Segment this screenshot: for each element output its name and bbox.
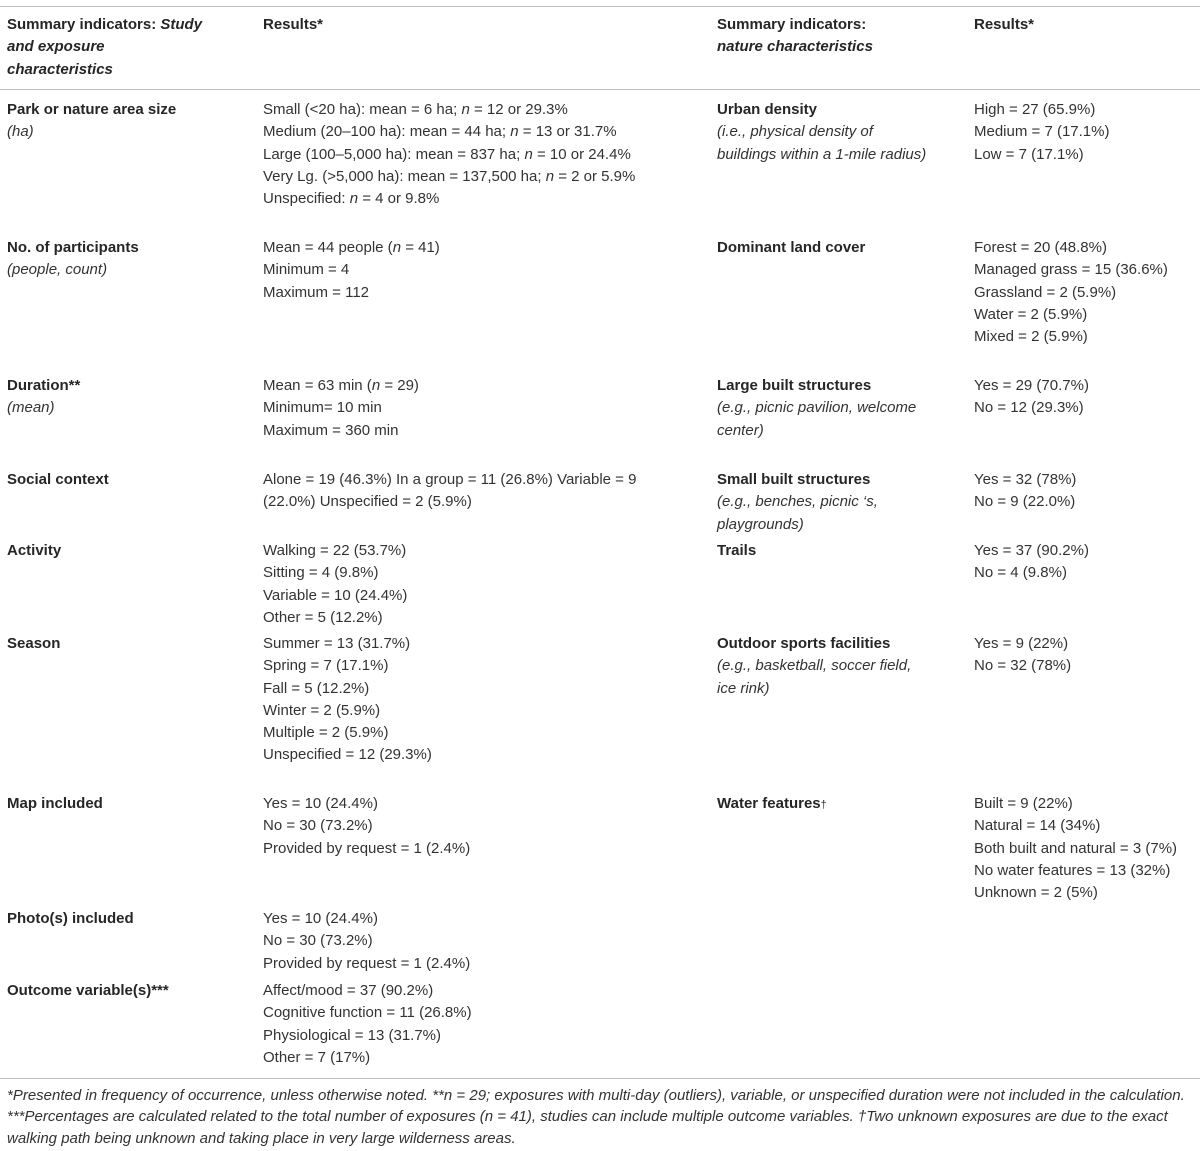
result-line: Cognitive function = 11 (26.8%) [263, 1004, 472, 1022]
result-line: Walking = 22 (53.7%) [263, 542, 407, 559]
result-line: Yes = 37 (90.2%) [974, 542, 1089, 559]
table-footnote: *Presented in frequency of occurrence, unless otherwise noted. **n = 29; exposures with multi-day (outliers), variable, or unspecified duration were not included in the calculation. ***Percentages are calculated related to the total number of exposures (n = 41), studies can include multiple outcome variables. †Two unknown exposures are due to the exact walking path being unknown and taking place in very large wilderness areas. [7, 1087, 1185, 1147]
result-line: Yes = 32 (78%) [974, 471, 1077, 488]
result-line: Affect/mood = 37 (90.2%) [263, 982, 434, 999]
result-line: Both built and natural = 3 (7%) [974, 839, 1178, 857]
result-line: Unspecified: n = 4 or 9.8% [263, 190, 440, 208]
row-land-cover-label: Dominant land cover [717, 239, 866, 256]
result-line: Variable = 10 (24.4%) [263, 586, 408, 604]
result-line: Yes = 10 (24.4%) [263, 795, 378, 812]
header-left-label-part2-c: characteristics [7, 60, 113, 78]
row-large-built-label [717, 375, 916, 442]
row-water-features-label [717, 793, 827, 816]
row-trails-results [974, 540, 1089, 585]
result-line: Sitting = 4 (9.8%) [263, 564, 379, 582]
row-participants-results [263, 237, 440, 304]
result-line: Natural = 14 (34%) [974, 817, 1101, 835]
row-activity-results [263, 540, 407, 629]
row-small-built-results [974, 469, 1076, 514]
result-line: Yes = 10 (24.4%) [263, 910, 378, 927]
row-land-cover-results [974, 237, 1168, 348]
row-sublabel: (e.g., benches, picnic ‘s, [717, 493, 878, 511]
row-label: Water features [717, 795, 821, 812]
header-right-label [717, 14, 873, 59]
top-rule [0, 6, 1200, 7]
row-participants-label [7, 237, 139, 282]
result-line: No = 30 (73.2%) [263, 932, 373, 950]
row-activity-label: Activity [7, 542, 62, 559]
result-line: No = 32 (78%) [974, 657, 1072, 675]
result-line: Unknown = 2 (5%) [974, 884, 1098, 902]
row-sublabel: center) [717, 421, 764, 439]
row-outcome-variables-results [263, 980, 472, 1069]
result-line: Physiological = 13 (31.7%) [263, 1026, 442, 1044]
row-sublabel: (ha) [7, 123, 34, 141]
bottom-rule [0, 1078, 1200, 1079]
row-urban-density-results [974, 99, 1109, 166]
result-line: Yes = 29 (70.7%) [974, 377, 1089, 394]
row-outcome-variables-label: Outcome variable(s)*** [7, 982, 169, 999]
row-season-label: Season [7, 635, 61, 652]
header-left-label-part2-b: and exposure [7, 38, 105, 56]
result-line: Alone = 19 (46.3%) In a group = 11 (26.8%) Variable = 9 [263, 471, 637, 488]
result-line: Other = 5 (12.2%) [263, 608, 383, 626]
result-line: Mean = 44 people (n = 41) [263, 239, 440, 256]
row-duration-results [263, 375, 419, 442]
row-map-included-label: Map included [7, 795, 103, 812]
row-sublabel: (people, count) [7, 261, 108, 279]
row-map-included-results [263, 793, 470, 860]
row-park-size-results [263, 99, 635, 210]
row-water-features-results [974, 793, 1177, 904]
header-left-label [7, 14, 202, 81]
row-photos-included-label: Photo(s) included [7, 910, 134, 927]
header-right-label-part1: Summary indicators: [717, 16, 867, 33]
result-line: Provided by request = 1 (2.4%) [263, 954, 471, 972]
row-duration-label [7, 375, 80, 420]
result-line: Very Lg. (>5,000 ha): mean = 137,500 ha; n = 2 or 5.9% [263, 167, 636, 185]
dagger-mark: † [820, 799, 827, 811]
row-social-context-label: Social context [7, 471, 109, 488]
row-photos-included-results [263, 908, 470, 975]
result-line: Low = 7 (17.1%) [974, 145, 1084, 163]
row-sports-facilities-label [717, 633, 911, 700]
header-left-label-part2-a: Study [160, 16, 203, 33]
row-social-context-results [263, 469, 636, 514]
header-right-results: Results* [974, 16, 1035, 33]
result-line: Mixed = 2 (5.9%) [974, 328, 1088, 346]
header-right-label-part2: nature characteristics [717, 38, 873, 56]
row-label: Small built structures [717, 471, 871, 488]
result-line: No = 4 (9.8%) [974, 564, 1067, 582]
result-line: Yes = 9 (22%) [974, 635, 1069, 652]
row-season-results [263, 633, 432, 767]
row-trails-label: Trails [717, 542, 757, 559]
header-rule [0, 89, 1200, 90]
result-line: Summer = 13 (31.7%) [263, 635, 411, 652]
result-line: Medium = 7 (17.1%) [974, 123, 1110, 141]
row-large-built-results [974, 375, 1089, 420]
row-park-size-label [7, 99, 176, 144]
row-label: Outdoor sports facilities [717, 635, 891, 652]
result-line: Mean = 63 min (n = 29) [263, 377, 419, 394]
result-line: No = 9 (22.0%) [974, 493, 1076, 511]
row-sublabel: buildings within a 1-mile radius) [717, 145, 927, 163]
result-line: Fall = 5 (12.2%) [263, 679, 370, 697]
result-line: Minimum= 10 min [263, 399, 382, 417]
result-line: No water features = 13 (32%) [974, 861, 1171, 879]
result-line: Maximum = 360 min [263, 421, 399, 439]
result-line: Water = 2 (5.9%) [974, 305, 1088, 323]
row-label: Park or nature area size [7, 101, 177, 118]
row-sublabel: (mean) [7, 399, 55, 417]
row-urban-density-label [717, 99, 926, 166]
row-sublabel: (e.g., basketball, soccer field, [717, 657, 912, 675]
result-line: Medium (20–100 ha): mean = 44 ha; n = 13 or 31.7% [263, 123, 617, 141]
result-line: Managed grass = 15 (36.6%) [974, 261, 1168, 279]
result-line: No = 30 (73.2%) [263, 817, 373, 835]
result-line: Spring = 7 (17.1%) [263, 657, 389, 675]
result-line: (22.0%) Unspecified = 2 (5.9%) [263, 493, 472, 511]
row-label: Duration** [7, 377, 81, 394]
row-small-built-label [717, 469, 878, 536]
header-left-results: Results* [263, 16, 324, 33]
result-line: Maximum = 112 [263, 283, 370, 301]
result-line: Large (100–5,000 ha): mean = 837 ha; n = 10 or 24.4% [263, 145, 631, 163]
result-line: Provided by request = 1 (2.4%) [263, 839, 471, 857]
result-line: Unspecified = 12 (29.3%) [263, 746, 432, 764]
result-line: Built = 9 (22%) [974, 795, 1073, 812]
result-line: Winter = 2 (5.9%) [263, 701, 381, 719]
row-sports-facilities-results [974, 633, 1071, 678]
row-sublabel: playgrounds) [717, 515, 804, 533]
row-sublabel: ice rink) [717, 679, 770, 697]
header-left-label-part1: Summary indicators: [7, 16, 161, 33]
result-line: Minimum = 4 [263, 261, 350, 279]
result-line: High = 27 (65.9%) [974, 101, 1096, 118]
row-label: Urban density [717, 101, 818, 118]
result-line: Small (<20 ha): mean = 6 ha; n = 12 or 29.3% [263, 101, 568, 118]
result-line: Other = 7 (17%) [263, 1048, 371, 1066]
result-line: No = 12 (29.3%) [974, 399, 1084, 417]
result-line: Grassland = 2 (5.9%) [974, 283, 1117, 301]
row-label: No. of participants [7, 239, 139, 256]
result-line: Multiple = 2 (5.9%) [263, 724, 389, 742]
result-line: Forest = 20 (48.8%) [974, 239, 1107, 256]
row-sublabel: (e.g., picnic pavilion, welcome [717, 399, 917, 417]
row-sublabel: (i.e., physical density of [717, 123, 873, 141]
row-label: Large built structures [717, 377, 872, 394]
